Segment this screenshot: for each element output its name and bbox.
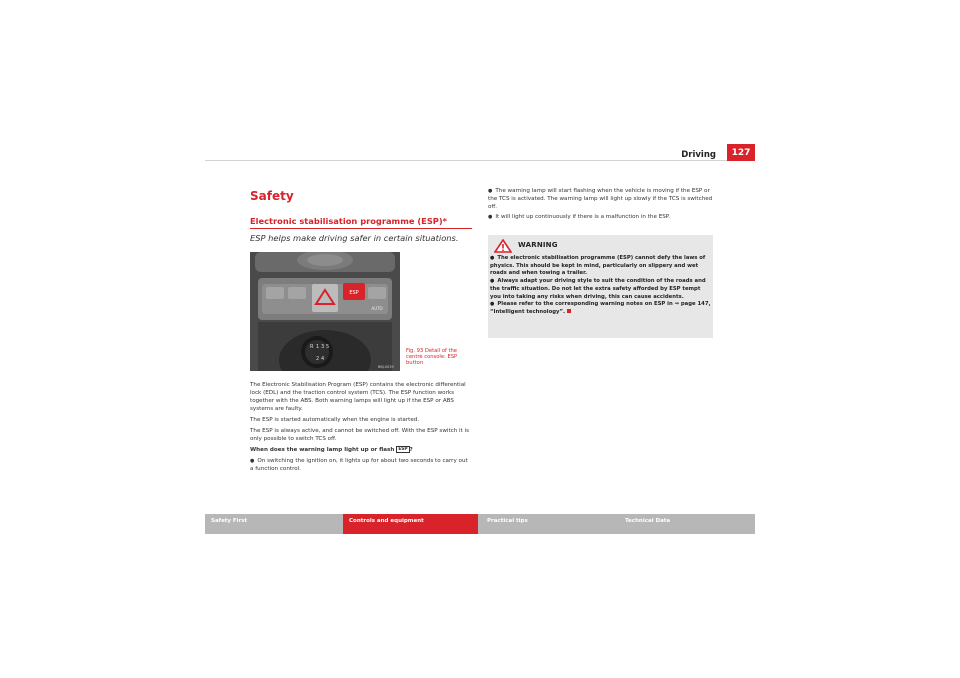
chapter-title: Driving [681,150,716,160]
warning-item: ● Always adapt your driving style to suit the condition of the roads and the traffic situation. Do not let the extra safety afforded by ESP tempt you into taking any risks when driving, this can cause accidents. [490,278,711,301]
auto-label: AUTO [371,306,383,311]
gear-3-label: 3 [321,344,325,350]
centre-console-illustration [250,252,400,371]
figure-caption: Fig. 93 Detail of the centre console: ESP button [406,348,458,367]
footer-nav [205,514,755,534]
paragraph: The Electronic Stabilisation Program (ESP) contains the electronic differential lock (EDL) and the traction control system (TCS). The ESP function works together with the ABS. Both warning lamps will light up if the ESP or ABS systems are faulty. [250,382,466,412]
gear-4-label: 4 [321,356,325,362]
warning-item-text: Please refer to the corresponding warning notes on ESP in [497,301,673,308]
subsection-rule [250,228,472,229]
figure-ref: B6J-0039 [378,365,394,369]
lead-text: ESP helps make driving safer in certain situations. [250,233,459,243]
subsection-title: Electronic stabilisation programme (ESP)* [250,216,448,226]
gear-5-label: 5 [326,344,330,350]
bullet-item: ● The warning lamp will start flashing when the vehicle is moving if the ESP or the TCS is activated. The warning lamp will light up slowly if the TCS is switched off. [488,187,713,211]
esp-warning-icon: ESP [398,447,408,452]
warning-item: ● The electronic stabilisation programme (ESP) cannot defy the laws of physics. This should be kept in mind, particularly on slippery and wet roads and when towing a trailer. [490,255,711,278]
gear-r-label: R [310,344,314,350]
question-text: When does the warning lamp light up or flash [250,447,395,453]
warning-triangle-icon [494,239,512,253]
question-heading [250,446,472,454]
warning-body [490,255,711,317]
section-title: Safety [250,189,294,203]
footer-tab-practical-tips[interactable]: Practical tips [487,518,528,524]
left-body-text [250,381,472,476]
bullet-item: ● It will light up continuously if there is a malfunction in the ESP. [488,213,713,221]
bullet-item: ● On switching the ignition on, it lights up for about two seconds to carry out a function control. [250,457,472,473]
paragraph: The ESP is started automatically when the engine is started. [250,417,420,423]
paragraph: The ESP is always active, and cannot be switched off. With the ESP switch it is only possible to switch TCS off. [250,428,470,442]
warning-title: WARNING [518,241,558,249]
page-number: 127 [727,144,755,161]
page-reference-arrow: ⇒ [674,301,680,308]
end-marker [567,309,571,313]
footer-tab-technical-data[interactable]: Technical Data [625,518,671,524]
right-body-text [488,187,713,223]
footer-tab-controls-and-equipment[interactable]: Controls and equipment [343,514,478,534]
footer-tab-safety-first[interactable]: Safety First [211,518,248,524]
centre-console-figure [250,252,400,371]
gear-1-label: 1 [316,344,320,350]
warning-box [488,235,713,338]
question-mark: ? [409,447,413,453]
esp-button-label: ESP [349,290,359,296]
page-reference-link[interactable]: page 147, “Intelligent technology”. [490,301,711,315]
gear-2-label: 2 [316,356,320,362]
header-rule [205,160,755,161]
warning-item [490,301,711,316]
